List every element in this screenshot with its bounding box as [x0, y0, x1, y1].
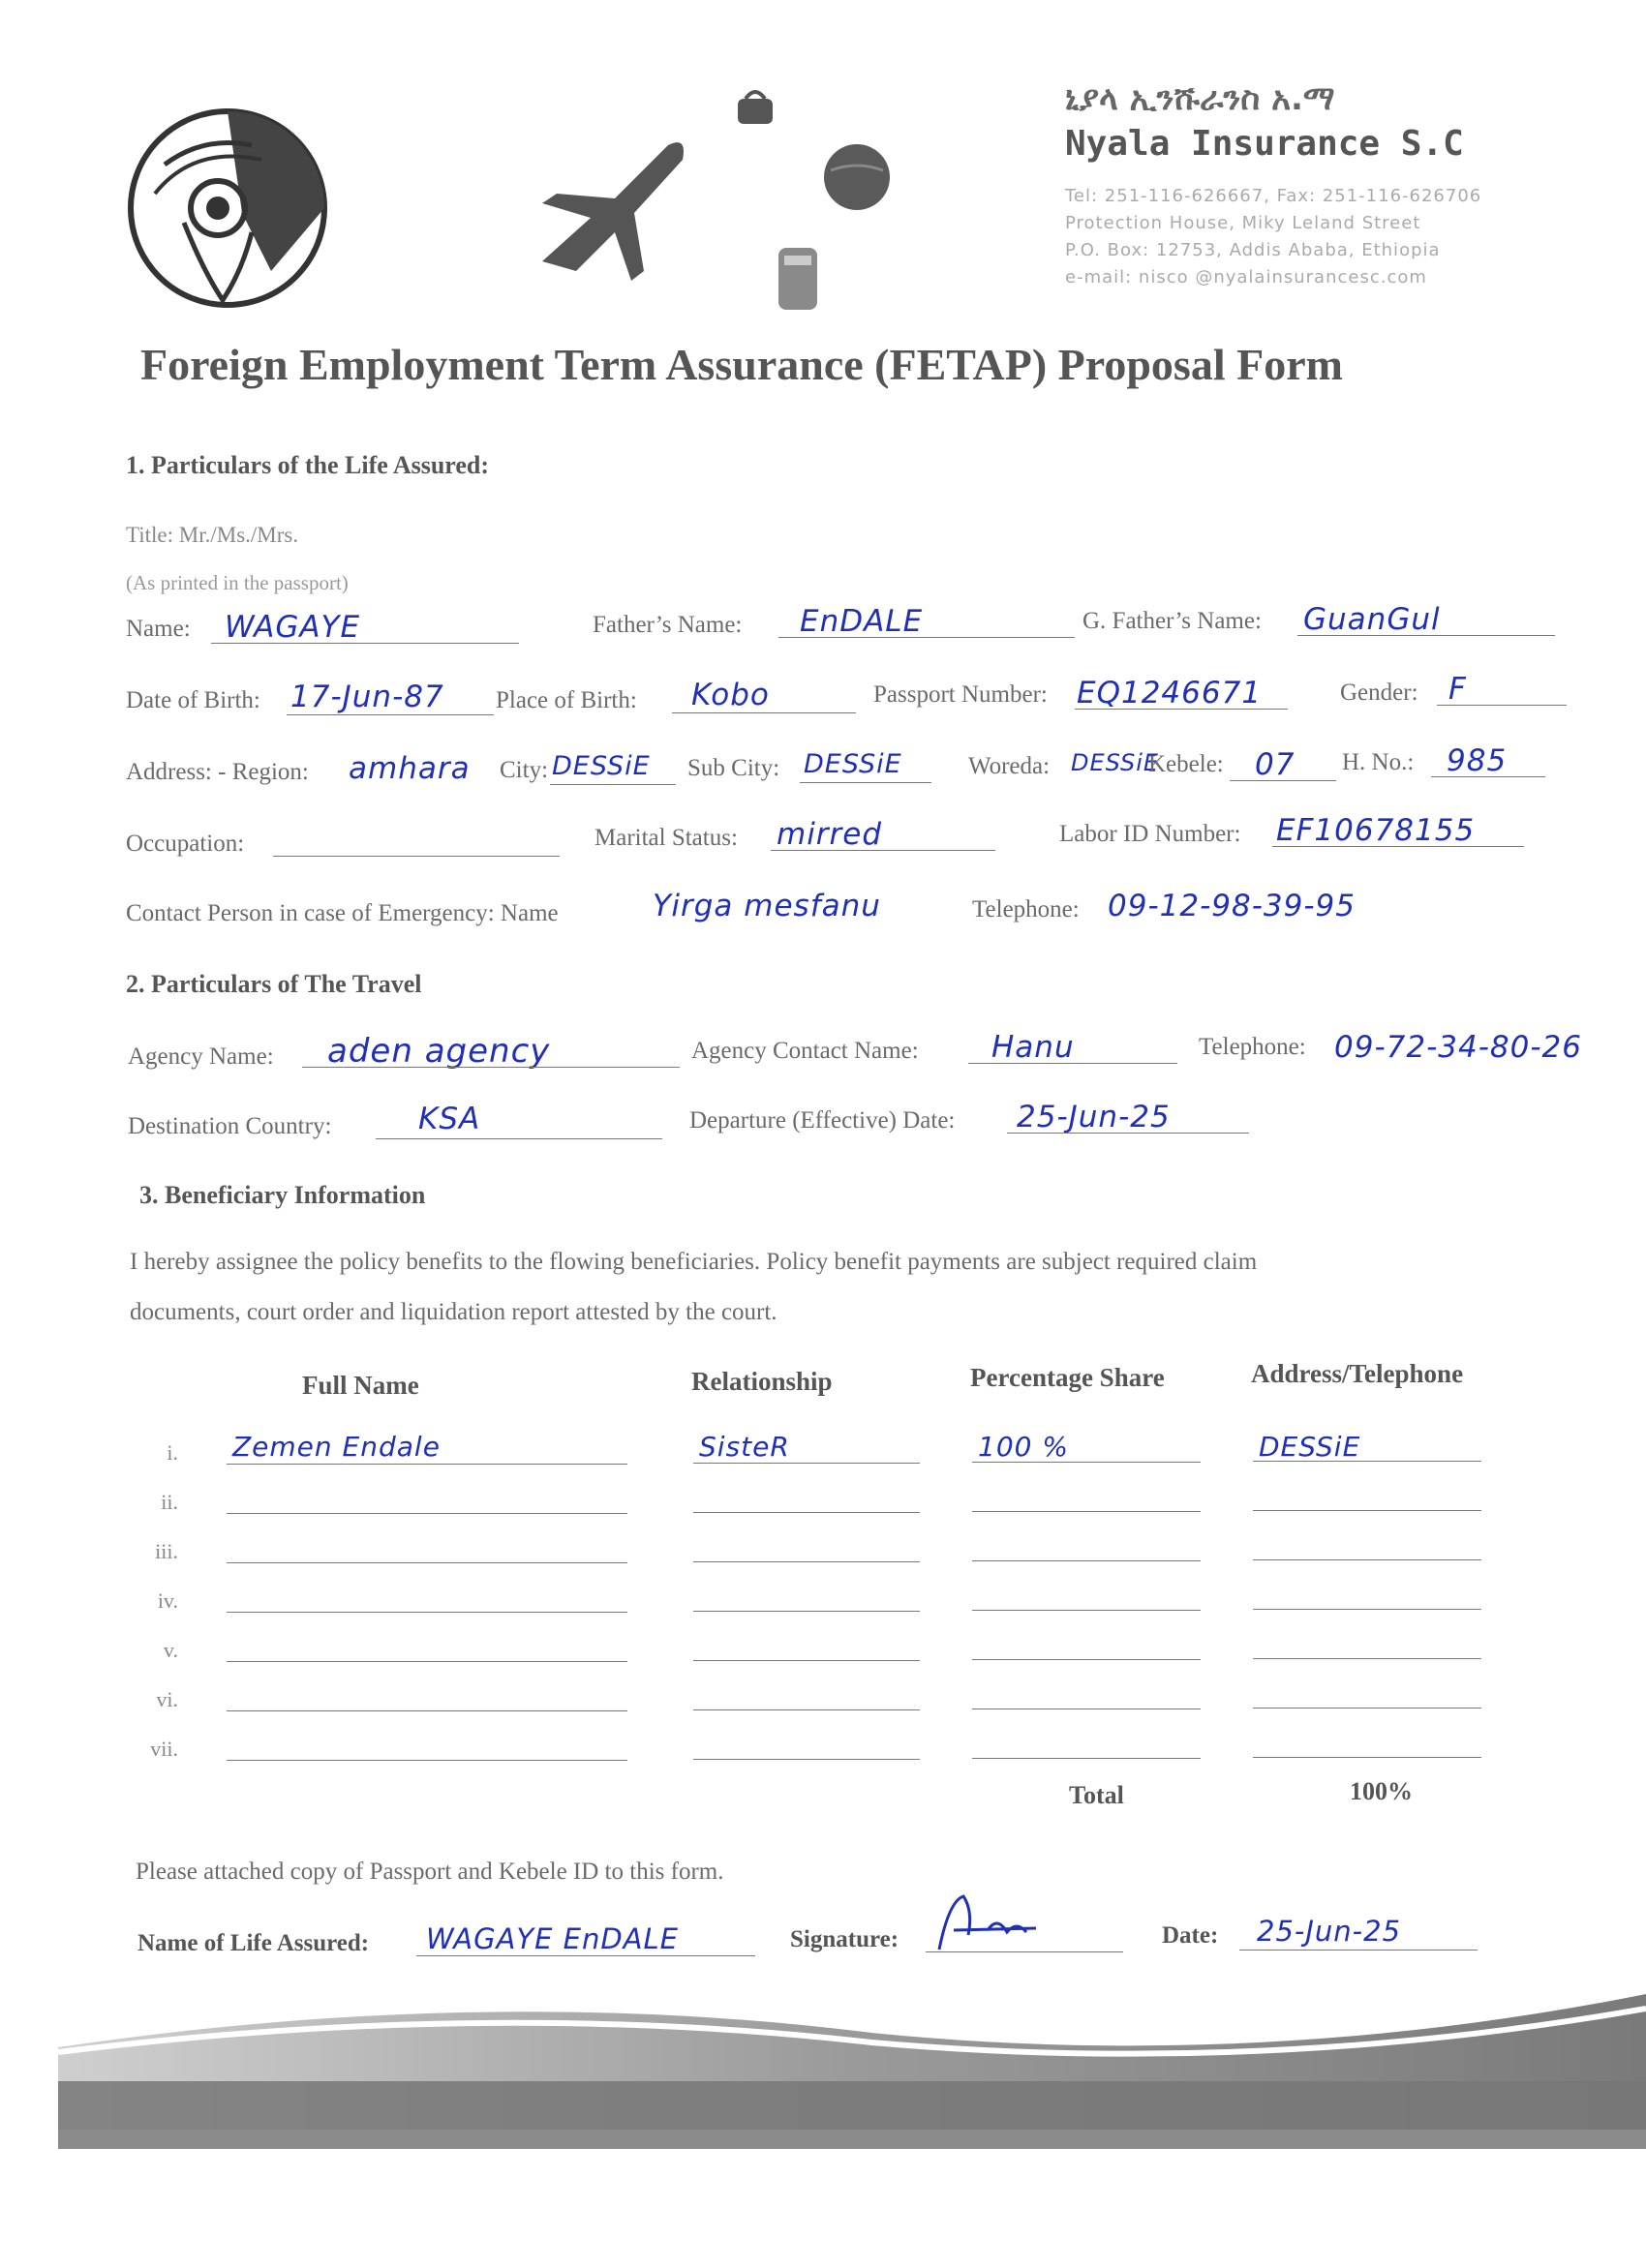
occupation-line — [273, 856, 560, 857]
beneficiary-line — [1253, 1658, 1481, 1659]
company-email: e-mail: nisco @nyalainsurancesc.com — [1065, 267, 1427, 287]
beneficiary-line — [227, 1464, 627, 1465]
beneficiary-line — [972, 1511, 1201, 1512]
name-value[interactable]: WAGAYE — [225, 610, 361, 645]
company-tel-fax: Tel: 251-116-626667, Fax: 251-116-626706 — [1065, 186, 1482, 206]
header-percentage: Percentage Share — [970, 1363, 1165, 1392]
row-number: iv. — [157, 1588, 178, 1613]
footer-name-value[interactable]: WAGAYE EnDALE — [426, 1922, 679, 1955]
gfather-value[interactable]: GuanGul — [1303, 602, 1441, 637]
beneficiary-line — [693, 1759, 920, 1760]
footer-date-label: Date: — [1162, 1922, 1219, 1949]
hno-label: H. No.: — [1342, 749, 1415, 775]
airplane-icon — [523, 126, 697, 281]
beneficiary-line — [227, 1760, 627, 1761]
beneficiary-line — [227, 1513, 627, 1514]
contact-tel-value[interactable]: 09-12-98-39-95 — [1108, 889, 1356, 923]
marital-label: Marital Status: — [594, 825, 738, 851]
agency-line — [302, 1067, 680, 1068]
beneficiary-line — [1253, 1708, 1481, 1709]
passport-note: (As printed in the passport) — [126, 571, 349, 594]
beneficiary-address[interactable]: DESSiE — [1259, 1431, 1361, 1463]
beneficiary-line — [693, 1561, 920, 1562]
passport-icon — [775, 244, 821, 314]
footer-name-label: Name of Life Assured: — [137, 1930, 370, 1956]
beneficiary-line — [972, 1610, 1201, 1611]
gfather-line — [1297, 635, 1555, 636]
beneficiary-line — [227, 1562, 627, 1563]
decorative-wave — [0, 1955, 1646, 2263]
beneficiary-name[interactable]: Zemen Endale — [232, 1431, 441, 1463]
labor-label: Labor ID Number: — [1059, 821, 1241, 847]
total-label: Total — [1069, 1781, 1124, 1809]
beneficiary-line — [227, 1661, 627, 1662]
beneficiary-line — [693, 1709, 920, 1710]
row-number: iii. — [155, 1539, 178, 1563]
signature-label: Signature: — [790, 1926, 899, 1952]
company-address-1: Protection House, Miky Leland Street — [1065, 213, 1421, 233]
pob-value[interactable]: Kobo — [691, 678, 770, 712]
contact-label: Contact Person in case of Emergency: Name — [126, 900, 559, 926]
city-value[interactable]: DESSiE — [552, 751, 651, 781]
form-title: Foreign Employment Term Assurance (FETAP) Proposal Form — [140, 340, 1343, 389]
total-value: 100% — [1350, 1777, 1413, 1805]
labor-value[interactable]: EF10678155 — [1276, 813, 1476, 848]
agency-label: Agency Name: — [128, 1043, 274, 1070]
header-address: Address/Telephone — [1251, 1359, 1464, 1388]
beneficiary-line — [1253, 1510, 1481, 1511]
departure-label: Departure (Effective) Date: — [689, 1107, 956, 1134]
beneficiary-relationship[interactable]: SisteR — [699, 1431, 790, 1463]
globe-icon — [821, 141, 893, 213]
section1-title: 1. Particulars of the Life Assured: — [126, 451, 490, 479]
region-value[interactable]: amhara — [349, 751, 471, 786]
hno-line — [1431, 776, 1545, 777]
occupation-label: Occupation: — [126, 831, 245, 857]
header-full-name: Full Name — [302, 1371, 419, 1400]
woreda-label: Woreda: — [968, 753, 1051, 779]
passport-value[interactable]: EQ1246671 — [1077, 676, 1263, 711]
beneficiary-line — [1253, 1609, 1481, 1610]
beneficiary-line — [227, 1710, 627, 1711]
beneficiary-line — [693, 1463, 920, 1464]
beneficiary-line — [693, 1512, 920, 1513]
beneficiary-line — [1253, 1461, 1481, 1462]
travel-tel-value[interactable]: 09-72-34-80-26 — [1334, 1030, 1582, 1065]
agency-contact-value[interactable]: Hanu — [991, 1030, 1075, 1065]
woreda-value[interactable]: DESSiE — [1071, 749, 1160, 776]
beneficiary-line — [693, 1660, 920, 1661]
dob-label: Date of Birth: — [126, 687, 260, 713]
agency-value[interactable]: aden agency — [327, 1032, 551, 1071]
row-number: vi. — [156, 1687, 178, 1711]
name-label: Name: — [126, 616, 191, 642]
dest-line — [376, 1138, 662, 1139]
beneficiary-share[interactable]: 100 % — [978, 1431, 1069, 1463]
gender-label: Gender: — [1340, 680, 1418, 706]
subcity-label: Sub City: — [687, 755, 780, 781]
departure-line — [1007, 1133, 1249, 1134]
gfather-label: G. Father’s Name: — [1082, 608, 1262, 634]
contact-tel-label: Telephone: — [972, 896, 1080, 922]
travel-tel-label: Telephone: — [1199, 1034, 1306, 1060]
beneficiary-line — [693, 1611, 920, 1612]
marital-line — [771, 850, 995, 851]
beneficiary-intro-1: I hereby assignee the policy benefits to the flowing beneficiaries. Policy benefit payments are subject required claim — [130, 1249, 1258, 1275]
company-address-2: P.O. Box: 12753, Addis Ababa, Ethiopia — [1065, 240, 1441, 260]
row-number: ii. — [161, 1490, 178, 1514]
beneficiary-line — [1253, 1757, 1481, 1758]
dob-value[interactable]: 17-Jun-87 — [290, 680, 444, 714]
row-number: i. — [167, 1440, 178, 1465]
beneficiary-line — [1253, 1559, 1481, 1560]
pob-line — [672, 712, 856, 713]
labor-line — [1272, 846, 1524, 847]
father-label: Father’s Name: — [593, 612, 743, 638]
father-line — [778, 637, 1075, 638]
row-number: vii. — [150, 1737, 178, 1761]
region-label: Address: - Region: — [126, 759, 309, 785]
kebele-line — [1230, 780, 1336, 781]
passport-line — [1075, 709, 1288, 710]
company-name: Nyala Insurance S.C — [1065, 124, 1464, 164]
beneficiary-line — [972, 1758, 1201, 1759]
signature-mark[interactable] — [930, 1891, 1046, 1957]
pob-label: Place of Birth: — [496, 687, 637, 713]
contact-value[interactable]: Yirga mesfanu — [653, 889, 881, 923]
header-relationship: Relationship — [691, 1367, 833, 1396]
passport-label: Passport Number: — [873, 681, 1048, 708]
kebele-label: Kebele: — [1148, 751, 1224, 777]
attach-note: Please attached copy of Passport and Kebele ID to this form. — [136, 1859, 724, 1885]
company-amharic-name: ኒያላ ኢንሹራንስ አ.ማ — [1065, 79, 1335, 118]
beneficiary-intro-2: documents, court order and liquidation report attested by the court. — [130, 1299, 777, 1325]
handbag-icon — [734, 85, 777, 128]
marital-value[interactable]: mirred — [777, 817, 883, 852]
name-line — [211, 643, 519, 644]
beneficiary-line — [972, 1659, 1201, 1660]
gender-line — [1437, 705, 1567, 706]
kebele-value[interactable]: 07 — [1255, 747, 1295, 782]
subcity-value[interactable]: DESSiE — [804, 749, 902, 779]
agency-contact-line — [968, 1063, 1177, 1064]
agency-contact-label: Agency Contact Name: — [691, 1038, 919, 1064]
dob-line — [287, 714, 494, 715]
signature-line — [926, 1951, 1123, 1952]
row-number: v. — [163, 1638, 178, 1662]
beneficiary-line — [972, 1462, 1201, 1463]
company-logo-icon — [126, 106, 329, 310]
beneficiary-line — [972, 1560, 1201, 1561]
dest-value[interactable]: KSA — [418, 1102, 481, 1136]
departure-value[interactable]: 25-Jun-25 — [1017, 1100, 1171, 1134]
gender-value[interactable]: F — [1448, 672, 1467, 707]
section3-title: 3. Beneficiary Information — [139, 1181, 426, 1209]
section2-title: 2. Particulars of The Travel — [126, 970, 422, 998]
city-line — [550, 784, 676, 785]
hno-value[interactable]: 985 — [1447, 743, 1508, 778]
subcity-line — [800, 782, 931, 783]
father-value[interactable]: EnDALE — [800, 604, 924, 639]
footer-date-value[interactable]: 25-Jun-25 — [1257, 1915, 1402, 1948]
dest-label: Destination Country: — [128, 1113, 332, 1139]
city-label: City: — [500, 757, 549, 783]
title-label: Title: Mr./Ms./Mrs. — [126, 523, 299, 547]
beneficiary-line — [227, 1612, 627, 1613]
